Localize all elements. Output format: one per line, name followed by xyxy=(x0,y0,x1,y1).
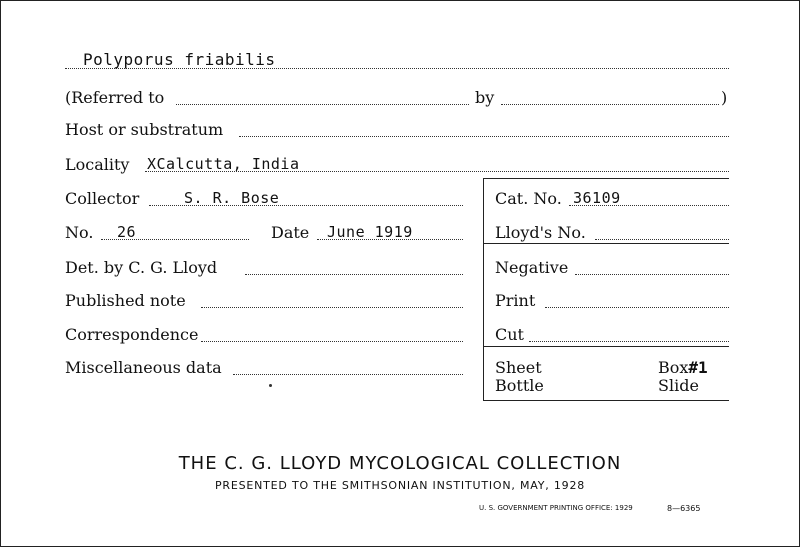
cut-label: Cut xyxy=(495,325,524,344)
box-label xyxy=(658,359,708,377)
host-dotted-line xyxy=(239,136,729,137)
no-value: 26 xyxy=(117,223,137,241)
published-note-dotted-line xyxy=(201,307,463,308)
print-dotted-line xyxy=(545,307,729,308)
collector-value: S. R. Bose xyxy=(184,189,280,207)
lloyds-no-rule xyxy=(483,243,729,244)
negative-label: Negative xyxy=(495,258,569,277)
locality-label: Locality xyxy=(65,155,130,174)
printing-office-note: U. S. GOVERNMENT PRINTING OFFICE: 1929 xyxy=(479,504,633,512)
cut-dotted-line xyxy=(529,341,729,342)
cat-no-value: 36109 xyxy=(573,189,621,207)
det-by-label: Det. by C. G. Lloyd xyxy=(65,258,218,277)
det-by-dotted-line xyxy=(245,274,463,275)
print-label: Print xyxy=(495,291,536,310)
lloyds-no-dotted-line xyxy=(595,239,729,240)
referred-to-dotted-line xyxy=(176,104,469,105)
bottle-label: Bottle xyxy=(495,376,544,395)
right-box-left-border xyxy=(483,178,484,400)
by-dotted-line xyxy=(501,104,719,105)
no-label: No. xyxy=(65,223,94,242)
collection-title: THE C. G. LLOYD MYCOLOGICAL COLLECTION xyxy=(178,453,622,474)
cat-no-label: Cat. No. xyxy=(495,189,562,208)
form-number: 8—6365 xyxy=(667,504,701,513)
lloyds-no-label: Lloyd's No. xyxy=(495,223,586,242)
misc-data-label: Miscellaneous data xyxy=(65,358,222,377)
box-value: #1 xyxy=(688,358,708,377)
host-label: Host or substratum xyxy=(65,120,224,139)
species-value: Polyporus friabilis xyxy=(83,50,276,69)
cut-rule xyxy=(483,346,729,347)
negative-dotted-line xyxy=(575,274,729,275)
by-label: by xyxy=(475,88,495,107)
date-value: June 1919 xyxy=(327,223,413,241)
collector-label: Collector xyxy=(65,189,140,208)
collection-subtitle: PRESENTED TO THE SMITHSONIAN INSTITUTION, MAY, 1928 xyxy=(214,479,586,492)
right-box-top-border xyxy=(483,178,729,179)
slide-label: Slide xyxy=(658,376,699,395)
right-box-bottom-border xyxy=(483,400,729,401)
published-note-label: Published note xyxy=(65,291,186,310)
misc-data-dotted-line xyxy=(233,374,463,375)
close-paren: ) xyxy=(721,88,728,107)
sheet-label: Sheet xyxy=(495,358,542,377)
stray-mark xyxy=(269,384,272,387)
date-label: Date xyxy=(271,223,310,242)
referred-to-label: (Referred to xyxy=(65,88,165,107)
locality-value: XCalcutta, India xyxy=(147,155,300,173)
correspondence-dotted-line xyxy=(201,341,463,342)
box-label-text: Box xyxy=(658,358,689,377)
correspondence-label: Correspondence xyxy=(65,325,199,344)
